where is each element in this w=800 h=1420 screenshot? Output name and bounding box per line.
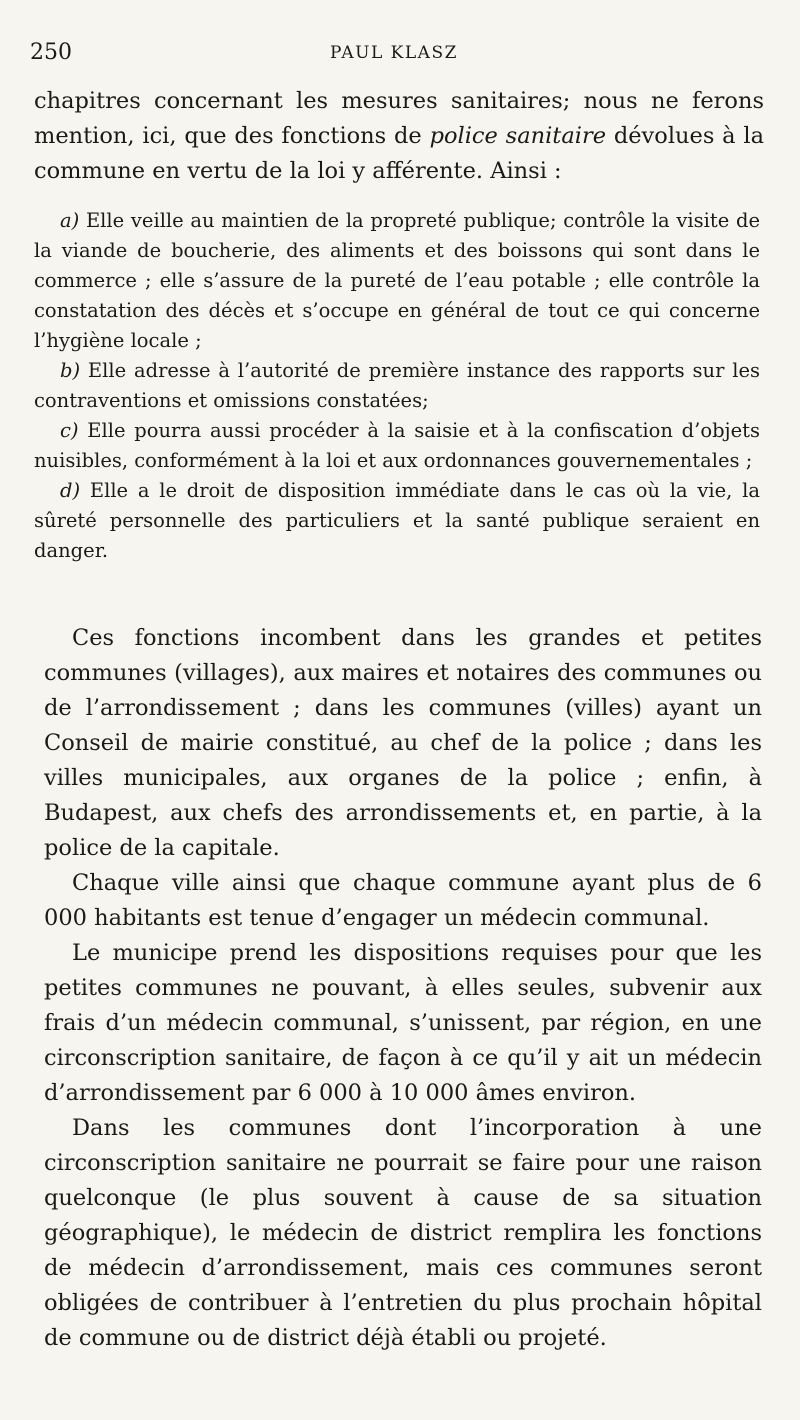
intro-text-after: dévolues à la commune en vertu de la loi y afférente. Ainsi : bbox=[34, 123, 765, 184]
list-item-text: Elle veille au maintien de la propreté publique; contrôle la visite de la viande de boucherie, des aliments et des boissons qui sont dans le commerce ; elle s’assure de la pureté de l’eau potable ; elle contrôle la constatation des décès et s’occupe en général de tout ce qui concerne l’hygiène locale ; bbox=[34, 209, 760, 352]
intro-paragraph bbox=[34, 84, 764, 189]
list-item bbox=[34, 356, 760, 416]
list-item-label: b) bbox=[60, 359, 81, 382]
body-paragraph: Le municipe prend les dispositions requises pour que les petites communes ne pouvant, à elles seules, subvenir aux frais d’un médecin communal, s’unissent, par région, en une circonscription sanitaire, de façon à ce qu’il y ait un médecin d’arrondissement par 6 000 à 10 000 âmes environ. bbox=[44, 940, 762, 1106]
list-item bbox=[34, 476, 760, 566]
list-item-label: d) bbox=[60, 479, 81, 502]
list-item bbox=[34, 206, 760, 356]
list-item bbox=[34, 416, 760, 476]
running-title: PAUL KLASZ bbox=[330, 43, 458, 63]
page-number: 250 bbox=[30, 40, 72, 65]
intro-emphasis: police sanitaire bbox=[429, 123, 607, 149]
enumerated-list bbox=[34, 206, 760, 566]
page-header bbox=[30, 40, 770, 70]
body-paragraph: Dans les communes dont l’incorporation à une circonscription sanitaire ne pourrait se faire pour une raison quelconque (le plus souvent à cause de sa situation géographique), le médecin de district remplira les fonctions de médecin d’arrondissement, mais ces communes seront obligées de contribuer à l’entretien du plus prochain hôpital de commune ou de district déjà établi ou projeté. bbox=[44, 1115, 762, 1351]
list-item-text: Elle pourra aussi procéder à la saisie et à la confiscation d’objets nuisibles, conformément à la loi et aux ordonnances gouvernementales ; bbox=[34, 419, 760, 472]
list-item-label: a) bbox=[60, 209, 80, 232]
body-paragraph: Ces fonctions incombent dans les grandes et petites communes (villages), aux maires et notaires des communes ou de l’arrondissement ; dans les communes (villes) ayant un Conseil de mairie constitué, au chef de la police ; dans les villes municipales, aux organes de la police ; enfin, à Budapest, aux chefs des arrondissements et, en partie, à la police de la capitale. bbox=[44, 625, 762, 861]
list-item-text: Elle a le droit de disposition immédiate dans le cas où la vie, la sûreté personnelle des particuliers et la santé publique seraient en danger. bbox=[34, 479, 760, 562]
intro-text-before: chapitres concernant les mesures sanitaires; nous ne ferons mention, ici, que des fonctions de bbox=[34, 88, 764, 149]
body-text bbox=[44, 621, 762, 1356]
body-paragraph: Chaque ville ainsi que chaque commune ayant plus de 6 000 habitants est tenue d’engager un médecin communal. bbox=[44, 870, 762, 931]
list-item-text: Elle adresse à l’autorité de première instance des rapports sur les contraventions et omissions constatées; bbox=[34, 359, 760, 412]
list-item-label: c) bbox=[60, 419, 79, 442]
